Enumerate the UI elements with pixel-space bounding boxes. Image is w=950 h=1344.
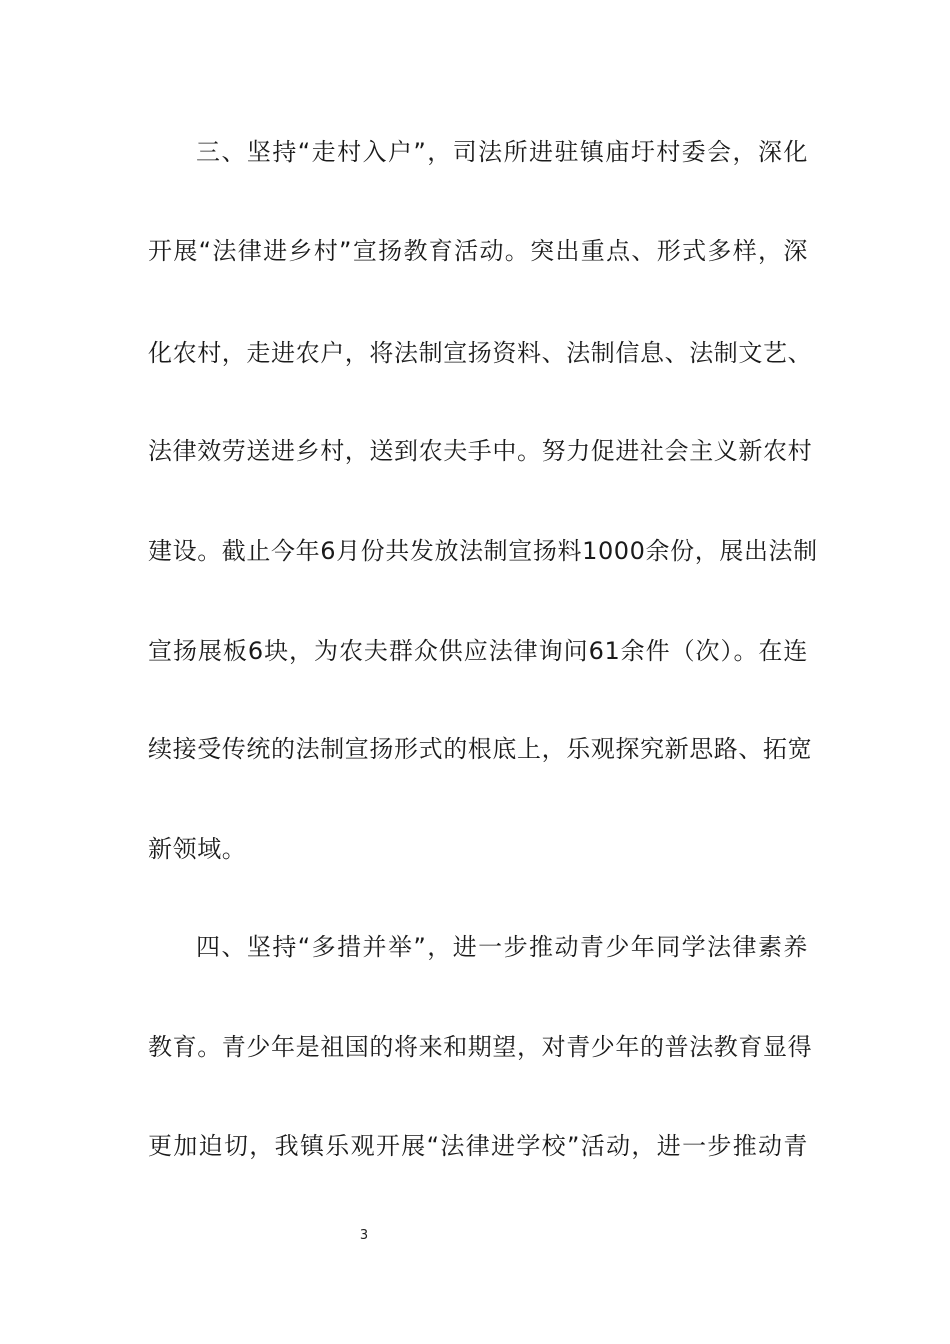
paragraph-line: 开展“法律进乡村”宣扬教育活动。突出重点、形式多样，深 xyxy=(148,237,808,265)
paragraph-line: 建设。截止今年6月份共发放法制宣扬料1000余份，展出法制 xyxy=(148,537,818,565)
paragraph-line: 新领域。 xyxy=(148,835,247,863)
paragraph-line: 三、坚持“走村入户”，司法所进驻镇庙圩村委会，深化 xyxy=(196,138,808,166)
paragraph-line: 四、坚持“多措并举”，进一步推动青少年同学法律素养 xyxy=(196,933,808,961)
page-number: 3 xyxy=(359,1228,369,1243)
paragraph-line: 教育。青少年是祖国的将来和期望，对青少年的普法教育显得 xyxy=(148,1033,813,1061)
paragraph-line: 更加迫切，我镇乐观开展“法律进学校”活动，进一步推动青 xyxy=(148,1132,808,1160)
paragraph-line: 宣扬展板6块，为农夫群众供应法律询问61余件（次）。在连 xyxy=(148,637,808,665)
paragraph-line: 续接受传统的法制宣扬形式的根底上，乐观探究新思路、拓宽 xyxy=(148,735,813,763)
paragraph-line: 法律效劳送进乡村，送到农夫手中。努力促进社会主义新农村 xyxy=(148,437,813,465)
paragraph-line: 化农村，走进农户，将法制宣扬资料、法制信息、法制文艺、 xyxy=(148,339,813,367)
